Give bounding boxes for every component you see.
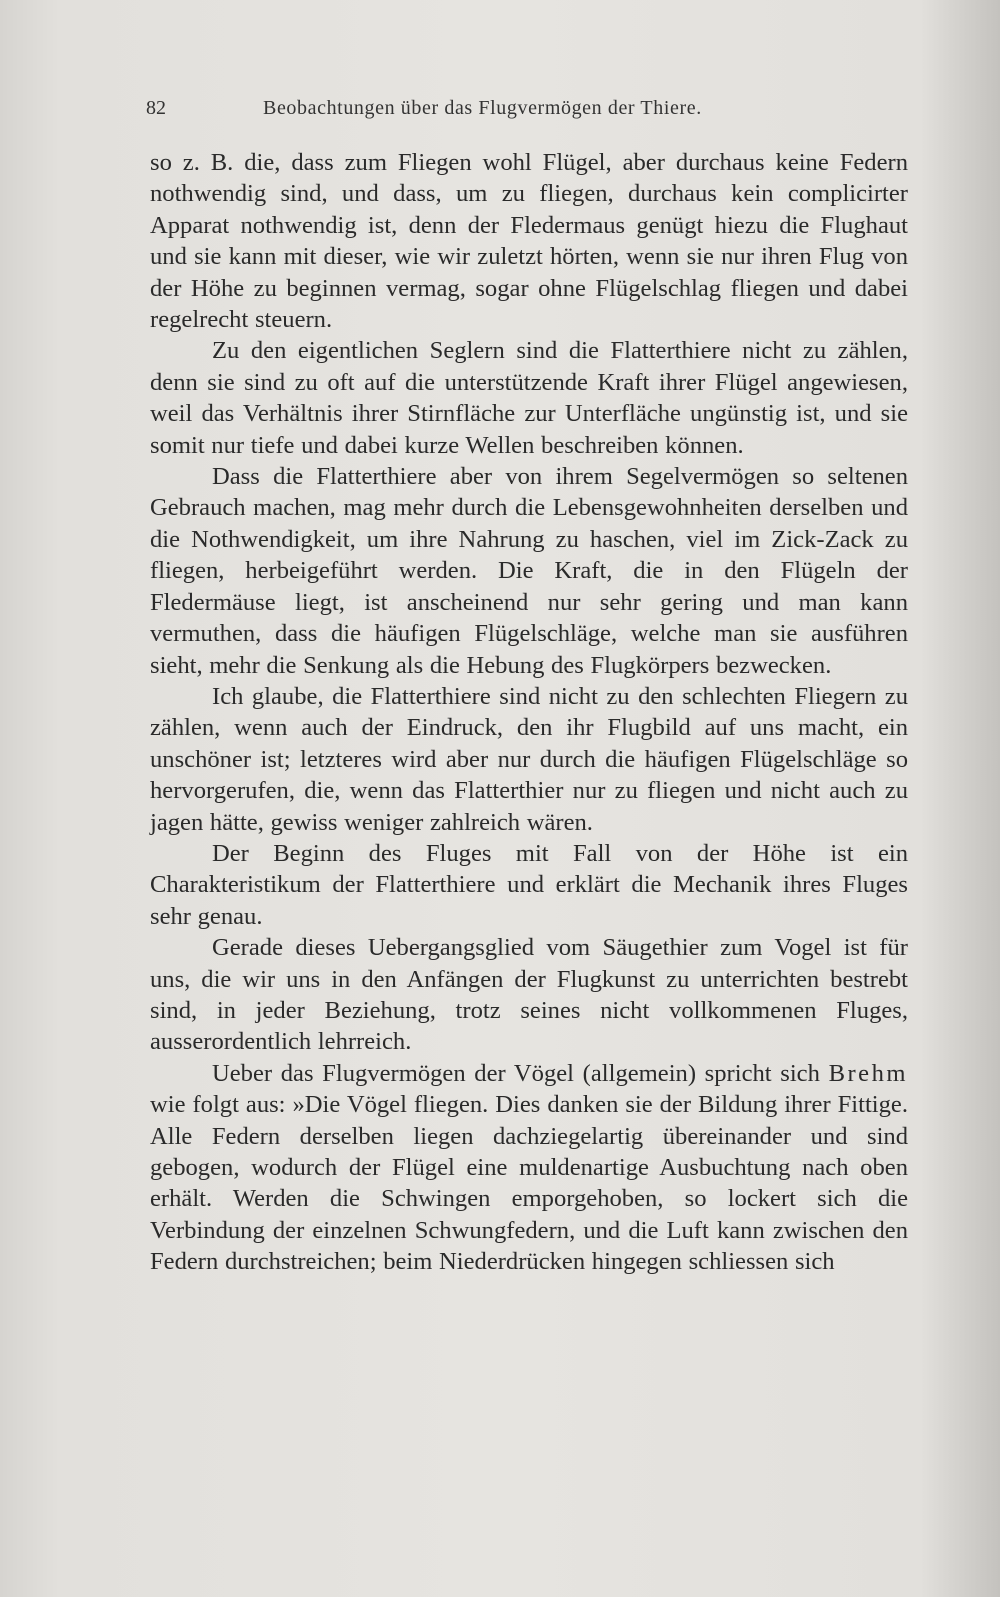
paragraph: Der Beginn des Fluges mit Fall von der Höhe ist ein Charakteristikum der Flatterthiere und erklärt die Mechanik ihres Fluges sehr genau. bbox=[150, 839, 908, 930]
body-text bbox=[150, 147, 908, 1278]
running-title: Beobachtungen über das Flugvermögen der Thiere. bbox=[263, 97, 702, 119]
paragraph: Dass die Flatterthiere aber von ihrem Segelvermögen so seltenen Gebrauch machen, mag mehr durch die Lebensgewohnheiten derselben und die Nothwendigkeit, um ihre Nahrung zu haschen, viel im Zick-Zack zu fliegen, herbeigeführt werden. Die Kraft, die in den Flügeln der Fledermäuse liegt, ist anscheinend nur sehr gering und man kann vermuthen, dass die häufigen Flügelschläge, welche man sie ausführen sieht, mehr die Senkung als die Hebung des Flugkörpers bezwecken. bbox=[150, 463, 908, 679]
paragraph: Gerade dieses Uebergangsglied vom Säugethier zum Vogel ist für uns, die wir uns in den Anfängen der Flugkunst zu unterrichten bestrebt sind, in jeder Beziehung, trotz seines nicht vollkommenen Fluges, ausserordentlich lehrreich. bbox=[150, 934, 908, 1056]
author-name: Brehm bbox=[828, 1059, 909, 1087]
running-head bbox=[146, 97, 906, 123]
paragraph-text: wie folgt aus: »Die Vögel fliegen. Dies danken sie der Bildung ihrer Fittige. Alle Federn derselben liegen dachziegelartig übereinander und sind gebogen, wodurch der Flügel eine muldenartige Ausbuchtung nach oben erhält. Werden die Schwingen emporgehoben, so lockert sich die Verbindung der einzelnen Schwungfedern, und die Luft kann zwischen den Federn durchstreichen; beim Niederdrücken hingegen schliessen sich bbox=[150, 1091, 908, 1276]
paragraph-text: Ueber das Flugvermögen der Vögel (allgemein) spricht sich bbox=[212, 1059, 820, 1087]
paragraph: Zu den eigentlichen Seglern sind die Flatterthiere nicht zu zählen, denn sie sind zu oft auf die unterstützende Kraft ihrer Flügel angewiesen, weil das Verhältnis ihrer Stirnfläche zur Unterfläche ungünstig ist, und sie somit nur tiefe und dabei kurze Wellen beschreiben können. bbox=[150, 337, 908, 459]
page-number: 82 bbox=[146, 97, 166, 119]
paragraph: Ich glaube, die Flatterthiere sind nicht zu den schlechten Fliegern zu zählen, wenn auch der Eindruck, den ihr Flugbild auf uns macht, ein unschöner ist; letzteres wird aber nur durch die häufigen Flügelschläge so hervorgerufen, die, wenn das Flatterthier nur zu fliegen und nicht auch zu jagen hätte, gewiss weniger zahlreich wären. bbox=[150, 682, 908, 836]
paragraph bbox=[150, 1058, 908, 1278]
paragraph: so z. B. die, dass zum Fliegen wohl Flügel, aber durchaus keine Federn nothwendig sind, und dass, um zu fliegen, durchaus kein complicirter Apparat nothwendig ist, denn der Fledermaus genügt hiezu die Flughaut und sie kann mit dieser, wie wir zuletzt hörten, wenn sie nur ihren Flug von der Höhe zu beginnen vermag, sogar ohne Flügelschlag fliegen und dabei regelrecht steuern. bbox=[150, 149, 908, 334]
